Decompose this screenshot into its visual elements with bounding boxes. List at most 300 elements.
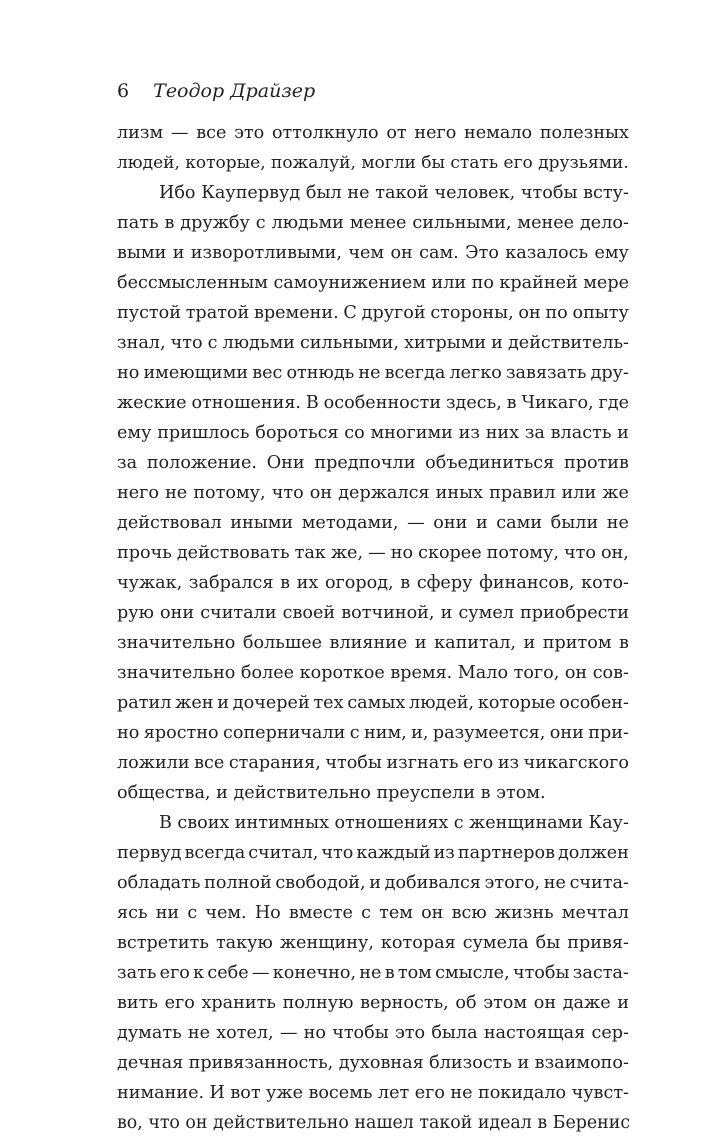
word: настоящая — [483, 1023, 586, 1043]
word: за — [524, 423, 545, 443]
word: его — [463, 753, 494, 773]
word: вот — [230, 1083, 261, 1103]
word: имеющими — [143, 363, 249, 383]
word: пать — [117, 213, 159, 233]
word: предпочли — [314, 453, 416, 473]
word: разумеется, — [432, 723, 546, 743]
word: и — [217, 693, 230, 713]
word: своих — [177, 813, 230, 833]
word: сами — [496, 513, 543, 533]
word: действовал — [117, 513, 222, 533]
word: мечтал — [561, 903, 629, 923]
word: — — [407, 513, 425, 533]
word: крайней — [499, 273, 578, 293]
text-line — [117, 208, 629, 238]
word: жеские — [117, 393, 187, 413]
word: в — [400, 573, 411, 593]
word: всегда — [384, 363, 446, 383]
word: своей — [282, 603, 336, 623]
word: всегда — [184, 843, 246, 863]
word: и — [414, 633, 427, 653]
word: от — [386, 123, 407, 143]
word: из — [433, 843, 455, 863]
word: самых — [347, 693, 406, 713]
word: его — [159, 963, 190, 983]
word: не — [543, 873, 566, 893]
word: за — [117, 453, 138, 473]
word: такой — [375, 183, 429, 203]
text-line — [117, 988, 629, 1018]
text-line — [117, 268, 629, 298]
word: со — [344, 423, 365, 443]
word: потому, — [193, 483, 266, 503]
word: людей, — [409, 693, 475, 713]
word: верность, — [360, 993, 449, 1013]
word: сер- — [591, 1023, 629, 1043]
word: и — [491, 333, 503, 353]
word: интимных — [234, 813, 330, 833]
word: считали — [200, 603, 277, 623]
word: ратил — [117, 693, 172, 713]
word: потому, — [486, 543, 559, 563]
word: лет — [377, 1083, 410, 1103]
word: Каупервуд — [201, 183, 301, 203]
word: короткое — [299, 663, 385, 683]
word: объединиться — [425, 453, 555, 473]
word: пришлось — [157, 423, 250, 443]
word: жизнь — [494, 903, 554, 923]
word: кото- — [581, 573, 629, 593]
word: сферу — [416, 573, 473, 593]
word: особенности — [323, 393, 442, 413]
word: он — [421, 903, 444, 923]
word: иных — [435, 483, 484, 503]
word: все — [194, 753, 225, 773]
word: полной — [204, 873, 272, 893]
word: бороться — [255, 423, 339, 443]
word: его — [414, 1083, 445, 1103]
word: и — [517, 1053, 530, 1073]
text-line — [117, 718, 629, 748]
text-line — [117, 958, 629, 988]
word: казалось — [505, 243, 589, 263]
word: вотчиной, — [341, 603, 435, 623]
word: ясь — [117, 903, 148, 923]
word: которые — [477, 693, 556, 713]
word: где — [598, 393, 629, 413]
word: выми — [117, 243, 167, 263]
word: лизм — [117, 123, 164, 143]
word: что — [563, 543, 596, 563]
word: чужак, — [117, 573, 183, 593]
word: сильными, — [299, 333, 400, 353]
word: прочь — [117, 543, 172, 563]
word: скорее — [418, 543, 482, 563]
word: тратой — [185, 303, 250, 323]
word: забрался — [188, 573, 274, 593]
word: них — [485, 423, 520, 443]
word: к — [193, 963, 205, 983]
word: с — [207, 333, 218, 353]
word: он — [518, 303, 541, 323]
word: добивался — [384, 873, 481, 893]
word: и — [617, 423, 629, 443]
word: правил — [489, 483, 556, 503]
word: большее — [242, 633, 323, 653]
word: капитал, — [434, 633, 517, 653]
word: с — [255, 213, 266, 233]
word: менее — [517, 213, 575, 233]
word: покидало — [477, 1083, 567, 1103]
word: не — [165, 483, 188, 503]
word: изгнать — [386, 753, 459, 773]
word: это — [394, 1023, 426, 1043]
word: уже — [266, 1083, 303, 1103]
word: значительно — [117, 633, 236, 653]
word: партнеров — [457, 843, 555, 863]
word: Они — [266, 453, 305, 473]
text-line — [117, 508, 629, 538]
word: отношения. — [191, 393, 302, 413]
word: из — [497, 753, 520, 773]
word: Кау- — [588, 813, 629, 833]
word: против — [563, 453, 629, 473]
word: считал, — [248, 843, 319, 863]
word: в — [384, 963, 395, 983]
word: привязанность, — [188, 1053, 334, 1073]
word: вес — [252, 363, 283, 383]
word: по — [471, 273, 494, 293]
text-line — [117, 478, 629, 508]
word: но — [117, 363, 140, 383]
word: людьми — [271, 213, 344, 233]
word: финансов, — [479, 573, 575, 593]
word: бессмысленным — [117, 273, 268, 293]
word: людьми — [222, 333, 295, 353]
word: не — [606, 513, 629, 533]
word: полезных — [539, 123, 629, 143]
word: тех — [313, 693, 344, 713]
text-line — [117, 808, 629, 838]
word: чтобы — [512, 963, 570, 983]
word: что — [271, 483, 304, 503]
text-line — [117, 178, 629, 208]
word: отношениях — [334, 813, 449, 833]
word: изворотливыми, — [190, 243, 343, 263]
text-line — [117, 148, 629, 178]
word: особен- — [559, 693, 629, 713]
word: тем — [379, 903, 413, 923]
word: с — [187, 903, 198, 923]
text-run: людей, которые, пожалуй, могли бы стать его друзьями. — [117, 153, 629, 173]
text-line — [117, 1108, 629, 1138]
word: время. — [390, 663, 453, 683]
word: в — [164, 213, 175, 233]
word: не — [359, 963, 382, 983]
text-line — [117, 898, 629, 928]
text-line — [117, 1078, 629, 1108]
word: самоунижением — [273, 273, 427, 293]
word: и — [172, 243, 185, 263]
word: огород, — [324, 573, 394, 593]
word: были — [550, 513, 599, 533]
word: сам. — [419, 243, 459, 263]
word: этом — [483, 993, 528, 1013]
word: сумел — [458, 603, 514, 623]
word: и — [369, 873, 381, 893]
word: застa- — [572, 963, 629, 983]
word: их — [296, 573, 319, 593]
page-number: 6 — [117, 80, 130, 102]
word: все — [196, 123, 227, 143]
word: чикагского — [523, 753, 629, 773]
word: же — [602, 483, 629, 503]
word: дру- — [590, 363, 629, 383]
word: не — [358, 363, 381, 383]
word: и, — [411, 723, 429, 743]
word: но — [117, 723, 140, 743]
word: из — [458, 423, 480, 443]
word: сов- — [592, 663, 629, 683]
word: об — [455, 993, 477, 1013]
text-line — [117, 238, 629, 268]
word: приобрести — [520, 603, 629, 623]
word: с — [349, 723, 360, 743]
word: была — [431, 1023, 478, 1043]
word: женщину, — [279, 933, 374, 953]
text-line — [117, 1048, 629, 1078]
text-line — [117, 388, 629, 418]
word: Ибо — [159, 183, 196, 203]
word: действовать — [176, 543, 290, 563]
word: дечная — [117, 1053, 184, 1073]
word: в — [506, 393, 517, 413]
word: мере — [583, 273, 629, 293]
word: был — [305, 183, 342, 203]
word: и — [523, 633, 536, 653]
word: сильными, — [412, 213, 512, 233]
word: так — [294, 543, 326, 563]
word: которая — [380, 933, 456, 953]
word: В — [305, 393, 319, 413]
text-line — [117, 778, 629, 808]
word: не — [187, 1023, 211, 1043]
word: легко — [449, 363, 502, 383]
word: В — [159, 813, 172, 833]
word: власть — [550, 423, 612, 443]
running-head — [117, 80, 315, 102]
word: Но — [254, 903, 281, 923]
word: что — [170, 333, 203, 353]
word: этого, — [484, 873, 541, 893]
word: пустой — [117, 303, 181, 323]
text-line — [117, 628, 629, 658]
text-line — [117, 538, 629, 568]
word: — — [368, 543, 386, 563]
word: ложили — [117, 753, 190, 773]
word: чтобы — [332, 1023, 389, 1043]
word: это — [234, 123, 265, 143]
word: иными — [230, 513, 294, 533]
word: жен — [175, 693, 214, 713]
word: конечно, — [272, 963, 357, 983]
word: по — [545, 303, 568, 323]
word: многими — [370, 423, 453, 443]
word: не — [450, 1083, 473, 1103]
word: в — [619, 633, 629, 653]
word: стороны, — [430, 303, 514, 323]
word: дело- — [579, 213, 629, 233]
word: ему — [117, 423, 152, 443]
word: действитель- — [507, 333, 629, 353]
word: держался — [338, 483, 430, 503]
word: он, — [600, 543, 629, 563]
text-line — [117, 358, 629, 388]
word: чем — [348, 243, 385, 263]
text-line — [117, 568, 629, 598]
word: Чикаго, — [521, 393, 594, 413]
word: него — [414, 123, 457, 143]
word: первуд — [117, 843, 182, 863]
text-line — [117, 598, 629, 628]
word: человек, — [434, 183, 516, 203]
word: он — [564, 663, 588, 683]
word: вместе — [288, 903, 353, 923]
text-run: общества, и действительно преуспели в этом. — [117, 783, 546, 803]
word: счита- — [569, 873, 629, 893]
text-line — [117, 1018, 629, 1048]
word: или — [431, 273, 467, 293]
text-line — [117, 118, 629, 148]
word: духовная — [338, 1053, 424, 1073]
word: положение. — [146, 453, 257, 473]
text-line — [117, 838, 629, 868]
word: с — [453, 813, 464, 833]
word: он — [309, 483, 333, 503]
word: при- — [588, 723, 629, 743]
text-line — [117, 298, 629, 328]
word: знал, — [117, 333, 166, 353]
word: — — [251, 963, 270, 983]
word: близость — [429, 1053, 512, 1073]
word: взаимопо- — [534, 1053, 629, 1073]
word: и — [617, 993, 629, 1013]
word: они — [160, 603, 195, 623]
word: и — [475, 513, 488, 533]
word: хотел, — [216, 1023, 274, 1043]
word: завязать — [505, 363, 587, 383]
word: но — [390, 543, 414, 563]
word: чем. — [205, 903, 247, 923]
text-line — [117, 448, 629, 478]
word: сумела — [462, 933, 529, 953]
word: обладать — [117, 873, 201, 893]
text-line — [117, 688, 629, 718]
word: ним, — [364, 723, 407, 743]
word: думать — [117, 1023, 182, 1043]
word: отнюдь — [286, 363, 355, 383]
word: каждый — [356, 843, 431, 863]
word: он — [390, 243, 413, 263]
word: менее — [349, 213, 407, 233]
text-line — [117, 748, 629, 778]
word: чувст- — [571, 1083, 629, 1103]
word: дружбу — [180, 213, 250, 233]
word: они — [549, 723, 584, 743]
word: что — [321, 843, 354, 863]
word: полную — [282, 993, 354, 1013]
word: хитрыми — [404, 333, 487, 353]
word: немало — [464, 123, 533, 143]
word: или — [561, 483, 597, 503]
word: нимание. — [117, 1083, 205, 1103]
word: смысле, — [435, 963, 510, 983]
word: дочерей — [232, 693, 310, 713]
word: соперничали — [223, 723, 346, 743]
word: но — [303, 1023, 326, 1043]
word: встретить — [117, 933, 209, 953]
word: ему — [594, 243, 629, 263]
word: — — [170, 123, 189, 143]
text-line — [117, 868, 629, 898]
word: значительно — [117, 663, 236, 683]
word: свободой, — [275, 873, 366, 893]
word: влияние — [329, 633, 408, 653]
word: же, — [330, 543, 364, 563]
text-line — [117, 928, 629, 958]
word: и — [440, 603, 453, 623]
word: более — [240, 663, 295, 683]
word: вить — [117, 993, 158, 1013]
word: женщинами — [469, 813, 584, 833]
body-text — [117, 118, 629, 1138]
word: восемь — [308, 1083, 373, 1103]
word: оттолкнуло — [271, 123, 379, 143]
word: даже — [562, 993, 611, 1013]
word: привя- — [567, 933, 629, 953]
word: ни — [155, 903, 180, 923]
word: должен — [557, 843, 629, 863]
word: том — [397, 963, 432, 983]
word: Это — [465, 243, 499, 263]
word: чтобы — [520, 183, 578, 203]
word: времени. — [253, 303, 339, 323]
word: И — [209, 1083, 225, 1103]
word: себе — [207, 963, 249, 983]
word: методами, — [301, 513, 399, 533]
text-line — [117, 658, 629, 688]
word: опыту — [572, 303, 629, 323]
text-run: во, что он действительно нашел такой идеал в Беренис — [117, 1113, 631, 1133]
word: с — [361, 903, 371, 923]
word: всту- — [583, 183, 629, 203]
word: Мало — [457, 663, 509, 683]
word: него — [117, 483, 159, 503]
text-line — [117, 418, 629, 448]
word: его — [164, 993, 195, 1013]
word: он — [533, 993, 557, 1013]
word: того, — [513, 663, 560, 683]
word: бы — [535, 933, 561, 953]
word: всю — [451, 903, 487, 923]
word: чтобы — [325, 753, 382, 773]
word: яростно — [143, 723, 219, 743]
word: здесь, — [445, 393, 502, 413]
word: — — [279, 1023, 298, 1043]
word: зать — [117, 963, 157, 983]
word: не — [347, 183, 370, 203]
word: притом — [542, 633, 612, 653]
